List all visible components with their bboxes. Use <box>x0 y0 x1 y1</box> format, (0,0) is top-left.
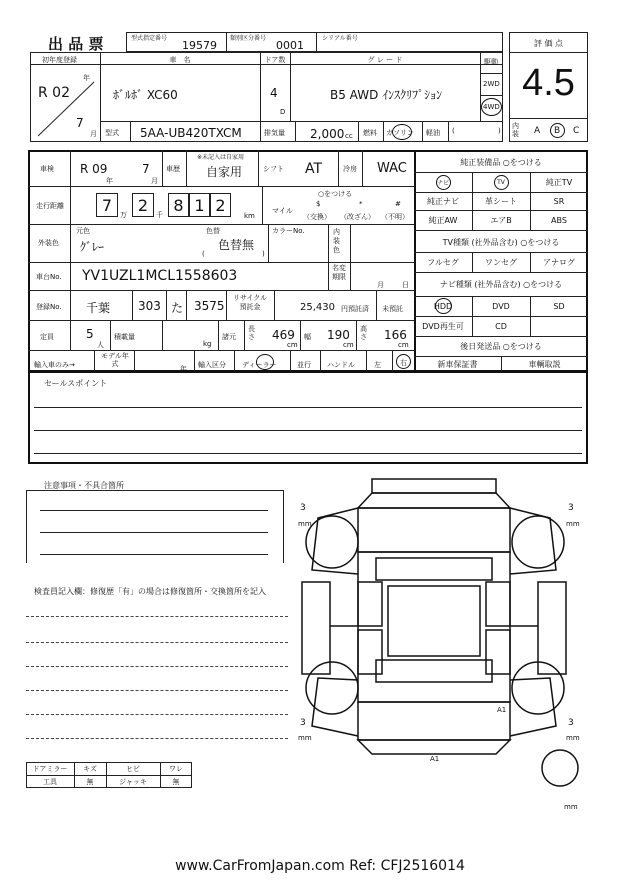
class-num: 0001 <box>276 39 304 52</box>
capacity: 5 <box>86 327 94 341</box>
model: 5AA-UB420TXCM <box>140 126 242 140</box>
color-paren-close: ) <box>262 250 265 258</box>
height-label: 高さ <box>360 325 367 341</box>
inspector-label: 検査員記入欄：修復歴「有」の場合は修復箇所・交換箇所を記入 <box>34 587 266 596</box>
first-reg-month-unit: 月 <box>90 130 97 138</box>
mileage-digit-4: 1 <box>189 193 210 217</box>
tv-fullseg: フルセグ <box>427 257 459 267</box>
mileage-mark: ○をつける <box>318 190 353 198</box>
legend-scratch: キズ <box>83 764 97 773</box>
serial-label: シリアル番号 <box>322 35 358 42</box>
load-unit: kg <box>203 340 212 348</box>
interior-label: 内装 <box>512 122 519 138</box>
equip-abs: ABS <box>551 215 567 225</box>
ac-label: 冷房 <box>343 165 357 173</box>
sym-dollar: $ <box>316 200 321 208</box>
type-num: 19579 <box>182 39 217 52</box>
first-reg-month: 7 <box>76 116 84 130</box>
doors: 4 <box>270 86 278 100</box>
spare-unit: mm <box>564 803 578 811</box>
tv-header: TV種類 (社外品含む) ○をつける <box>442 237 560 247</box>
handle-right: 右 <box>400 359 407 367</box>
shift-label: シフト <box>263 165 284 173</box>
width-label: 幅 <box>304 333 311 341</box>
height-unit: cm <box>398 341 409 349</box>
color-paren-open: ( <box>202 250 205 258</box>
sales-point-label: セールスポイント <box>44 379 108 388</box>
later-manual: 車輌取説 <box>528 359 561 369</box>
navi-dvd-play: DVD再生可 <box>422 321 464 331</box>
doors-label: ドア数 <box>264 56 286 64</box>
equip-leather: 革シート <box>485 196 517 206</box>
fuel: ガソリン <box>386 129 414 137</box>
fuel-paren-open: ( <box>452 127 455 135</box>
tampered-label: （改ざん） <box>340 213 375 221</box>
remarks-bracket <box>26 490 284 563</box>
legend-tools-value: 無 <box>86 777 94 786</box>
len-unit: cm <box>287 341 298 349</box>
type-num-label: 型式指定番号 <box>131 35 168 42</box>
interior-color-label: 内装色 <box>333 228 340 254</box>
equip-header: 純正装備品 ○をつける <box>460 157 542 167</box>
tread-fl-unit: mm <box>298 520 312 528</box>
navi-cd: CD <box>495 321 507 331</box>
recycle-none: 未預託 <box>382 305 403 313</box>
name-change-label: 名変期限 <box>332 264 346 281</box>
tread-rr-unit: mm <box>566 734 580 742</box>
reg-place: 千葉 <box>86 301 111 315</box>
reg-class: 303 <box>138 299 161 313</box>
recycle: 25,430 <box>300 302 335 313</box>
sym-hash: # <box>395 200 401 208</box>
navi-hdd: HDD <box>433 301 453 311</box>
capacity-unit: 人 <box>97 341 104 349</box>
name-change-day-unit: 日 <box>402 281 409 289</box>
model-year-unit: 年 <box>180 365 187 373</box>
navi-dvd: DVD <box>492 301 510 311</box>
later-warranty: 新車保証書 <box>437 359 478 369</box>
inspection-month-unit: 月 <box>151 177 158 185</box>
mileage-digit-1: 7 <box>96 193 118 217</box>
equip-genuine-navi: 純正ナビ <box>427 196 459 206</box>
inspection-era: R 09 <box>80 162 108 176</box>
exchange-label: （交換） <box>303 213 331 221</box>
handle-label: ハンドル <box>327 361 355 369</box>
fuel-paren-close: ) <box>498 127 501 135</box>
doors-type: D <box>280 108 286 116</box>
car-name-label: 車 名 <box>169 56 191 64</box>
equip-navi: ナビ <box>436 179 449 187</box>
orig-color-label: 元色 <box>76 227 90 235</box>
vin: YV1UZL1MCL1558603 <box>82 268 238 284</box>
equip-sr: SR <box>553 196 565 206</box>
use-note: ※未記入は自家用 <box>197 154 245 161</box>
mileage-digit-2: 2 <box>132 193 154 217</box>
len: 469 <box>272 328 295 342</box>
car-diagram <box>288 474 608 814</box>
mileage-digit-5: 2 <box>210 193 231 217</box>
orig-color: ｸﾞﾚｰ <box>80 240 105 254</box>
first-reg-era: R 02 <box>38 85 70 101</box>
color-num-hdr: カラーNo. <box>272 227 305 235</box>
tread-fr-unit: mm <box>566 520 580 528</box>
disp: 2,000 <box>310 127 345 141</box>
tread-fl: 3 <box>300 503 306 513</box>
navi-sd: SD <box>553 301 565 311</box>
legend-tools: 工具 <box>43 777 57 786</box>
width: 190 <box>327 328 350 342</box>
equip-genuine-aw: 純正AW <box>428 215 458 225</box>
recycle-label: リサイクル預託金 <box>232 294 268 311</box>
load-label: 積載量 <box>114 333 135 341</box>
interior-c: C <box>573 126 580 136</box>
score-label: 評 価 点 <box>533 39 564 48</box>
reg-label: 登録No. <box>36 303 62 311</box>
parallel: 並行 <box>297 361 311 369</box>
car-name: ﾎﾞﾙﾎﾞ XC60 <box>113 88 178 102</box>
handle-left: 左 <box>374 361 381 369</box>
mileage-label: 走行距離 <box>36 202 64 210</box>
grade: B5 AWD ｲﾝｽｸﾘﾌﾟｼｮﾝ <box>330 88 443 102</box>
drive-4wd: 4WD <box>483 103 500 111</box>
mileage-km: km <box>244 212 255 220</box>
inspection-label: 車検 <box>40 165 54 173</box>
width-unit: cm <box>343 341 354 349</box>
navi-header: ナビ種類 (社外品含む) ○をつける <box>439 279 563 289</box>
mark-a1-side: A1 <box>497 706 507 714</box>
capacity-label: 定員 <box>40 333 54 341</box>
name-change-month-unit: 月 <box>377 281 384 289</box>
remarks-label: 注意事項・不具合箇所 <box>44 481 124 490</box>
dims-label: 諸元 <box>222 333 236 341</box>
mark-a1-rear: A1 <box>430 755 440 763</box>
fuel-label: 燃料 <box>363 129 377 137</box>
mileage-sen: 千 <box>156 211 163 219</box>
tread-fr: 3 <box>568 503 574 513</box>
class-num-label: 類別区分番号 <box>230 35 267 42</box>
shift: AT <box>305 161 323 177</box>
disp-unit: cc <box>345 132 353 140</box>
model-year-label: モデル年式 <box>101 352 129 368</box>
legend-crack: ヒビ <box>126 764 140 773</box>
equip-airbag: エアB <box>490 215 512 225</box>
sales-point-box <box>28 372 588 464</box>
interior-a: A <box>534 126 541 136</box>
recycle-unit: 円預託済 <box>341 305 369 313</box>
doc-title: 出 品 票 <box>48 35 104 53</box>
tread-rr: 3 <box>568 718 574 728</box>
dealer: ディーラー <box>242 361 277 369</box>
use: 自家用 <box>206 165 243 179</box>
height: 166 <box>384 328 407 342</box>
oil-label: 軽油 <box>426 129 440 137</box>
reg-kana: た <box>171 301 184 315</box>
equip-tv: TV <box>497 178 505 186</box>
mileage-digit-3: 8 <box>168 193 189 217</box>
tv-oneseg: ワンセグ <box>485 257 517 267</box>
first-reg-year-unit: 年 <box>83 74 90 82</box>
inspection-month: 7 <box>142 162 150 176</box>
reg-num: 3575 <box>194 299 225 313</box>
footer-ref: www.CarFromJapan.com Ref: CFJ2516014 <box>175 858 465 874</box>
legend-jack-value: 無 <box>172 777 180 786</box>
import-class-label: 輸入区分 <box>198 361 226 369</box>
import-label: 輸入車のみ→ <box>34 361 75 369</box>
disp-label: 排気量 <box>264 129 285 137</box>
model-label: 型式 <box>105 129 119 137</box>
sym-asterisk: * <box>359 200 363 208</box>
unknown-label: （不明） <box>381 213 409 221</box>
mile-label: マイル <box>272 207 293 215</box>
vin-label: 車台No. <box>36 273 62 281</box>
equip-genuine-tv: 純正TV <box>545 177 573 187</box>
use-label: 車歴 <box>166 165 180 173</box>
mileage-man: 万 <box>120 211 127 219</box>
grade-label: グ レ ー ド <box>367 56 403 64</box>
first-reg-divider <box>30 52 100 142</box>
score-value: 4.5 <box>522 62 575 104</box>
color-label: 外装色 <box>38 239 59 247</box>
drive-2wd: 2WD <box>483 80 500 88</box>
inspection-year-unit: 年 <box>106 177 113 185</box>
color-change: 色替無 <box>218 238 255 252</box>
ac: WAC <box>377 161 407 176</box>
later-header: 後日発送品 ○をつける <box>460 341 542 351</box>
interior-b: B <box>554 126 561 136</box>
len-label: 長さ <box>248 325 255 341</box>
tv-analog: アナログ <box>543 257 575 267</box>
tread-rl: 3 <box>300 718 306 728</box>
legend-broken: ワレ <box>169 764 183 773</box>
first-reg-label: 初年度登録 <box>42 56 77 64</box>
drive-label: 駆動 <box>484 58 498 66</box>
legend-door-mirror: ドアミラー <box>32 764 68 773</box>
color-num-label: 色替 <box>206 227 220 235</box>
legend-jack: ジャッキ <box>119 777 147 786</box>
tread-rl-unit: mm <box>298 734 312 742</box>
